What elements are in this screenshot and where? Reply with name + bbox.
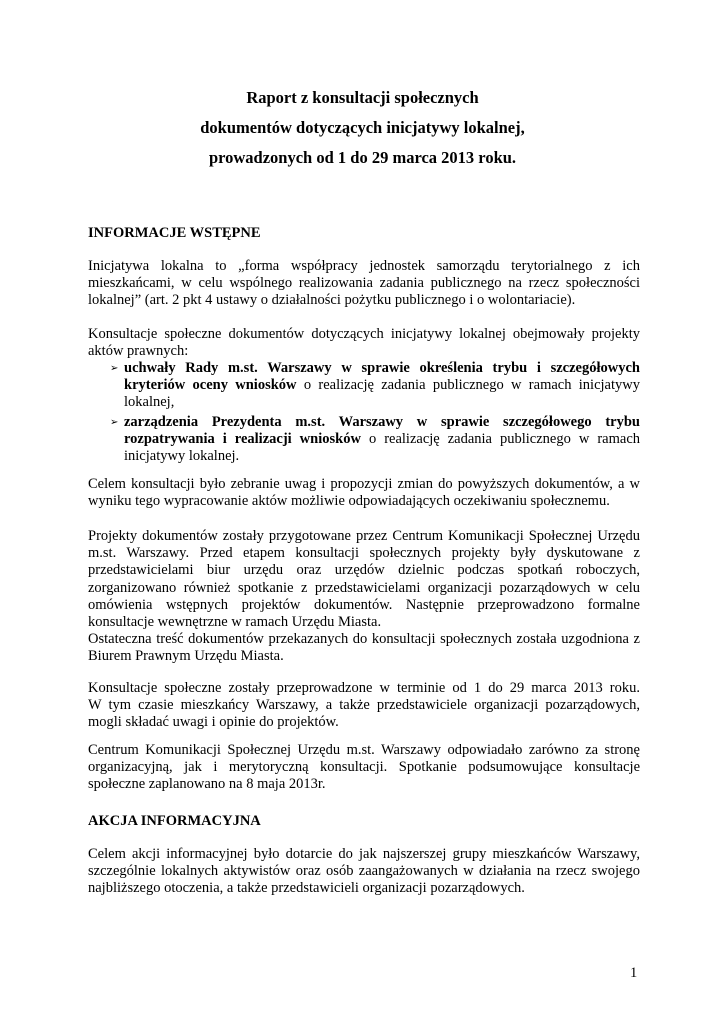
text-line: konsultacje wewnętrzne w ramach Urzędu Miasta. — [88, 613, 382, 630]
text-line: Projekty dokumentów zostały przygotowane przez Centrum Komunikacji Społecznej Urzędu — [88, 528, 640, 544]
page-number: 1 — [630, 965, 638, 981]
text-line: społeczne zaplanowano na 8 maja 2013r. — [88, 776, 326, 793]
text-line: szczególnie lokalnych aktywistów oraz osób zaangażowanych w działania na rzecz swojego — [88, 863, 640, 880]
text-line: uchwały Rady m.st. Warszawy w sprawie określenia trybu i szczegółowych — [124, 360, 640, 376]
text-line — [124, 431, 640, 448]
text-line: Konsultacje społeczne zostały przeprowadzone w terminie od 1 do 29 marca 2013 roku. — [88, 680, 640, 696]
text-line: zarządzenia Prezydenta m.st. Warszawy w sprawie szczegółowego trybu — [124, 413, 640, 430]
text-line: Konsultacje społeczne dokumentów dotyczących inicjatywy lokalnej obejmowały projekty — [88, 326, 640, 342]
text-line: aktów prawnych: — [88, 343, 189, 360]
paragraph-projekty-dokumentow — [88, 528, 640, 666]
list-item — [88, 414, 640, 466]
text-line: m.st. Warszawy. Przed etapem konsultacji społecznych projekty były dyskutowane z — [88, 545, 640, 562]
text-line: mieszkańcami, w celu wspólnego realizowania zadania publicznego na rzecz społeczności — [88, 275, 640, 292]
text-line: zorganizowano również spotkanie z przedstawicielami organizacji pozarządowych w celu — [88, 579, 640, 596]
text-line: W tym czasie mieszkańcy Warszawy, a także przedstawiciele organizacji pozarządowych, — [88, 697, 640, 714]
text-line: Celem akcji informacyjnej było dotarcie do jak najszerszej grupy mieszkańców Warszawy, — [88, 846, 640, 862]
text-line: mogli składać uwagi i opinie do projektów. — [88, 714, 339, 731]
text-line: Centrum Komunikacji Społecznej Urzędu m.st. Warszawy odpowiadało zarówno za stronę — [88, 742, 640, 758]
arrow-bullet-icon: ➢ — [110, 363, 119, 374]
text-line: lokalnej” (art. 2 pkt 4 ustawy o działalności pożytku publicznego i o wolontariacie). — [88, 292, 576, 309]
paragraph-cel-konsultacji — [88, 476, 640, 510]
text-line: organizacyjną, jak i merytoryczną konsultacji. Spotkanie podsumowujące konsultacje — [88, 759, 640, 776]
text: o realizację zadania publicznego w ramach — [360, 430, 640, 447]
text-line: lokalnej, — [124, 394, 175, 411]
text-line: Ostateczna treść dokumentów przekazanych do konsultacji społecznych została uzgodniona z — [88, 631, 640, 648]
section-heading-informacje: INFORMACJE WSTĘPNE — [88, 225, 261, 241]
section-heading-akcja: AKCJA INFORMACYJNA — [88, 813, 261, 829]
report-title-line-3: prowadzonych od 1 do 29 marca 2013 roku. — [208, 148, 517, 167]
text-line: Biurem Prawnym Urzędu Miasta. — [88, 648, 284, 665]
arrow-bullet-icon: ➢ — [110, 416, 119, 428]
paragraph-inicjatywa — [88, 258, 640, 310]
report-title-line-1: Raport z konsultacji społecznych — [246, 88, 479, 107]
report-title-line-2: dokumentów dotyczących inicjatywy lokalnej, — [200, 118, 525, 137]
text-line: Celem konsultacji było zebranie uwag i propozycji zmian do powyższych dokumentów, a w — [88, 476, 640, 492]
paragraph-konsultacje-projekty — [88, 326, 640, 360]
bullet-list — [88, 360, 640, 465]
text-line: inicjatywy lokalnej. — [124, 447, 240, 464]
text-line: przedstawicielami biur urzędu oraz urzędów dzielnic podczas spotkań roboczych, — [88, 562, 640, 579]
text-line: wyniku tego wypracowanie aktów możliwie odpowiadających oczekiwaniu społecznemu. — [88, 493, 610, 510]
paragraph-termin — [88, 680, 640, 732]
list-item — [88, 360, 640, 412]
paragraph-centrum — [88, 742, 640, 794]
text: o realizację zadania publicznego w ramach inicjatywy — [296, 377, 640, 394]
bold-text: rozpatrywania i realizacji wniosków — [124, 430, 361, 447]
bold-text: kryteriów oceny wniosków — [124, 377, 297, 394]
text-line: omówienia wstępnych projektów dokumentów. Następnie przeprowadzono formalne — [88, 596, 640, 613]
text-line — [124, 377, 640, 394]
paragraph-akcja-cel — [88, 846, 640, 898]
text-line: Inicjatywa lokalna to „forma współpracy jednostek samorządu terytorialnego z ich — [88, 258, 640, 274]
text-line: najbliższego otoczenia, a także przedstawicieli organizacji pozarządowych. — [88, 880, 525, 897]
